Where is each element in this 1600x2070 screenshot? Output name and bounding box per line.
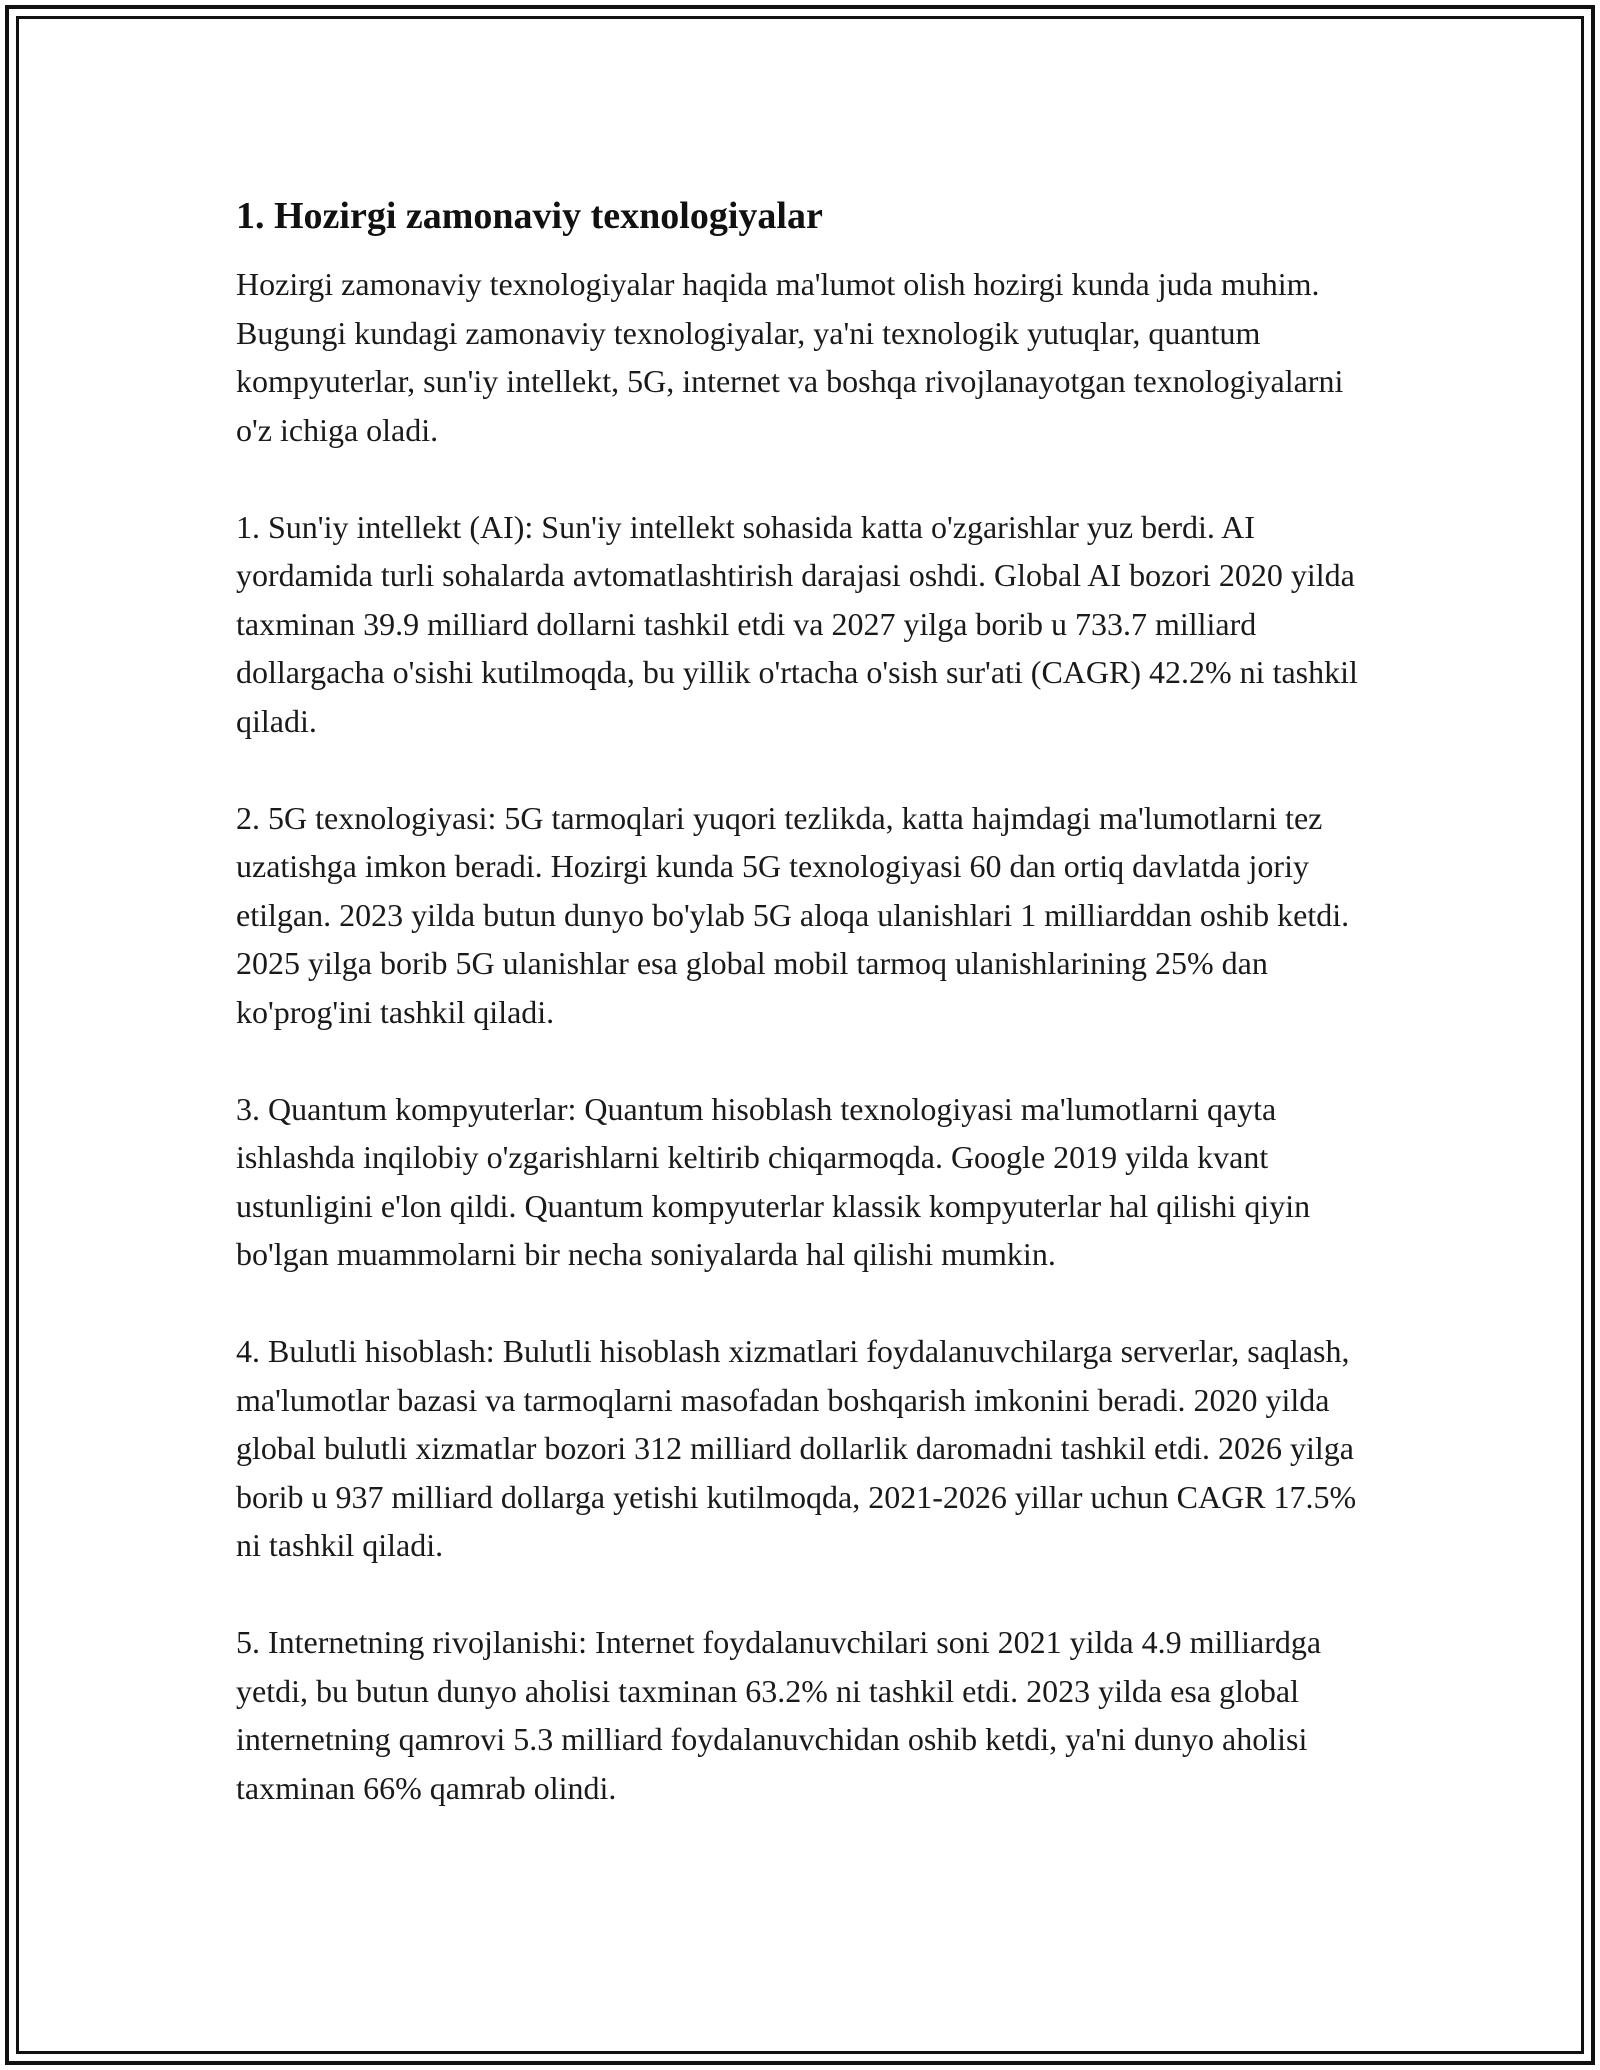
ai-paragraph: 1. Sun'iy intellekt (AI): Sun'iy intellekt sohasida katta o'zgarishlar yuz berdi. AI yordamida turli sohalarda avtomatlashtirish darajasi oshdi. Global AI bozori 2020 yilda taxminan 39.9 milliard dollarni tashkil etdi va 2027 yilga borib u 733.7 milliard dollargacha o'sishi kutilmoqda, bu yillik o'rtacha o'sish sur'ati (CAGR) 42.2% ni tashkil qiladi. xyxy=(236,508,1358,739)
intro-paragraph: Hozirgi zamonaviy texnologiyalar haqida ma'lumot olish hozirgi kunda juda muhim. Bugungi kundagi zamonaviy texnologiyalar, ya'ni texnologik yutuqlar, quantum kompyuterlar, sun'iy intellekt, 5G, internet va boshqa rivojlanayotgan texnologiyalarni o'z ichiga oladi. xyxy=(236,266,1344,448)
cloud-paragraph: 4. Bulutli hisoblash: Bulutli hisoblash xizmatlari foydalanuvchilarga serverlar, saqlash, ma'lumotlar bazasi va tarmoqlarni masofadan boshqarish imkonini beradi. 2020 yilda global bulutli xizmatlar bozori 312 milliard dollarlik daromadni tashkil etdi. 2026 yilga borib u 937 milliard dollarga yetishi kutilmoqda, 2021-2026 yillar uchun CAGR 17.5% ni tashkil qiladi. xyxy=(236,1333,1357,1563)
document-body xyxy=(236,180,1366,1861)
internet-paragraph: 5. Internetning rivojlanishi: Internet foydalanuvchilari soni 2021 yilda 4.9 milliardga yetdi, bu butun dunyo aholisi taxminan 63.2% ni tashkil etdi. 2023 yilda esa global internetning qamrovi 5.3 milliard foydalanuvchidan oshib ketdi, ya'ni dunyo aholisi taxminan 66% qamrab olindi. xyxy=(236,1624,1322,1806)
5g-paragraph: 2. 5G texnologiyasi: 5G tarmoqlari yuqori tezlikda, katta hajmdagi ma'lumotlarni tez uzatishga imkon beradi. Hozirgi kunda 5G texnologiyasi 60 dan ortiq davlatda joriy etilgan. 2023 yilda butun dunyo bo'ylab 5G aloqa ulanishlari 1 milliarddan oshib ketdi. 2025 yilga borib 5G ulanishlar esa global mobil tarmoq ulanishlarining 25% dan ko'prog'ini tashkil qiladi. xyxy=(236,799,1350,1030)
quantum-paragraph: 3. Quantum kompyuterlar: Quantum hisoblash texnologiyasi ma'lumotlarni qayta ishlashda inqilobiy o'zgarishlarni keltirib chiqarmoqda. Google 2019 yilda kvant ustunligini e'lon qildi. Quantum kompyuterlar klassik kompyuterlar hal qilishi qiyin bo'lgan muammolarni bir necha soniyalarda hal qilishi mumkin. xyxy=(236,1090,1311,1272)
section-heading: 1. Hozirgi zamonaviy texnologiyalar xyxy=(236,195,823,237)
